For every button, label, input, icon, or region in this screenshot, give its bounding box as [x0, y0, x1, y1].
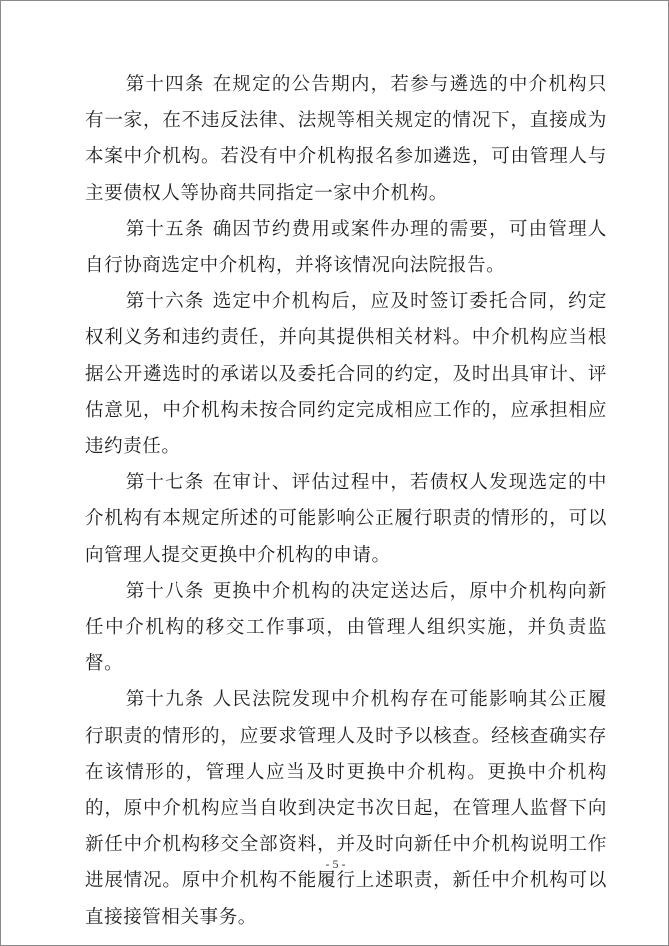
clause-16: [85, 284, 607, 465]
clause-number: 第十七条: [125, 472, 205, 494]
clause-text: 选定中介机构后，应及时签订委托合同，约定权利义务和违约责任，并向其提供相关材料。中介机构应当根据公开遴选时的承诺以及委托合同的约定，及时出具审计、评估意见，中介机构未按合同约定完成相应工作的，应承担相应违约责任。: [85, 291, 607, 458]
clause-text: 确因节约费用或案件办理的需要，可由管理人自行协商选定中介机构，并将该情况向法院报告。: [85, 218, 607, 277]
clause-18: [85, 574, 607, 683]
clause-number: 第十八条: [125, 580, 205, 602]
clause-text: 人民法院发现中介机构存在可能影响其公正履行职责的情形的，应要求管理人及时予以核查。经核查确实存在该情形的，管理人应当及时更换中介机构。更换中介机构的，原中介机构应当自收到决定书次日起，在管理人监督下向新任中介机构移交全部资料，并及时向新任中介机构说明工作进展情况。原中介机构不能履行上述职责，新任中介机构可以直接接管相关事务。: [85, 689, 607, 928]
clause-14: [85, 67, 607, 212]
document-body: [85, 67, 607, 936]
clause-text: 更换中介机构的决定送达后，原中介机构向新任中介机构的移交工作事项，由管理人组织实施，并负责监督。: [85, 580, 607, 675]
clause-19: [85, 682, 607, 935]
clause-text: 在规定的公告期内，若参与遴选的中介机构只有一家，在不违反法律、法规等相关规定的情况下，直接成为本案中介机构。若没有中介机构报名参加遴选，可由管理人与主要债权人等协商共同指定一家中介机构。: [85, 74, 607, 204]
clause-number: 第十九条: [125, 689, 205, 711]
clause-number: 第十五条: [125, 218, 205, 240]
clause-17: [85, 465, 607, 574]
clause-15: [85, 212, 607, 284]
clause-text: 在审计、评估过程中，若债权人发现选定的中介机构有本规定所述的可能影响公正履行职责的情形的，可以向管理人提交更换中介机构的申请。: [85, 472, 607, 566]
clause-number: 第十四条: [125, 74, 205, 95]
clause-number: 第十六条: [125, 291, 205, 313]
page-number: - 5 -: [325, 857, 346, 871]
